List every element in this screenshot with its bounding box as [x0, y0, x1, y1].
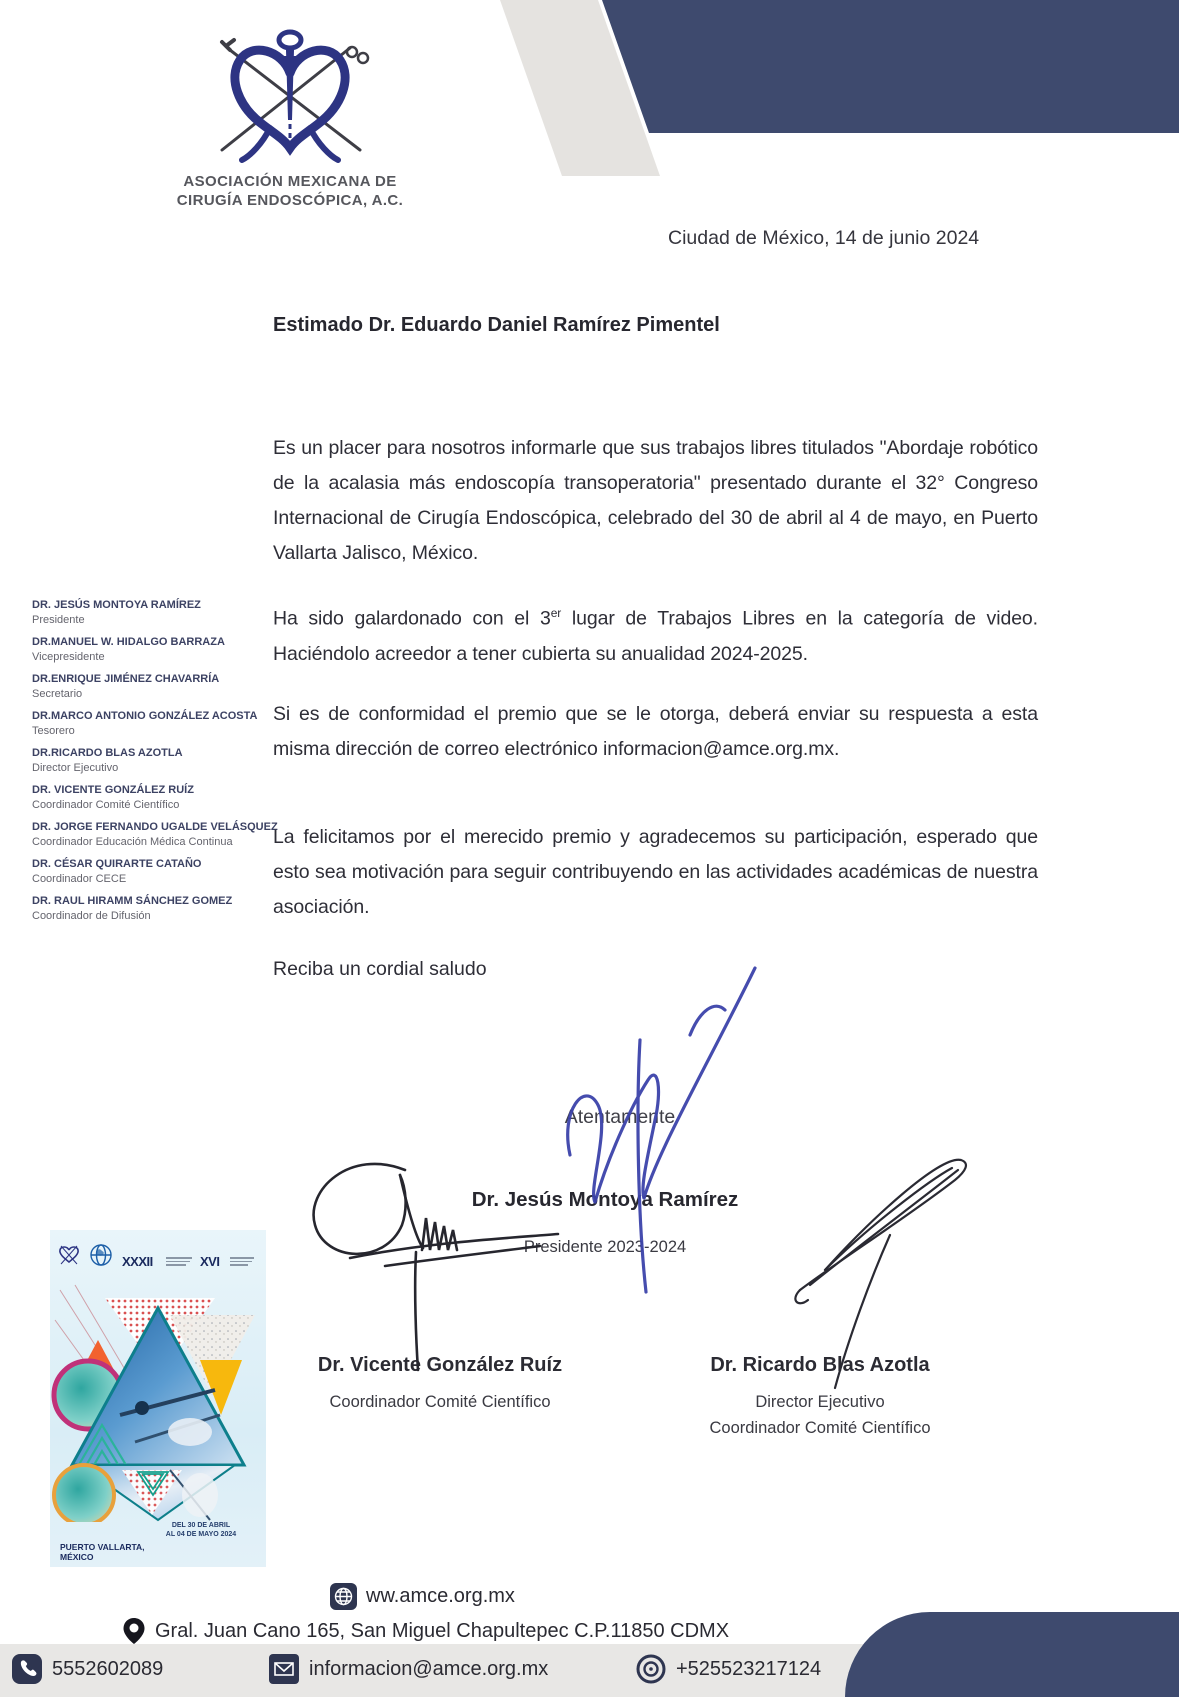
poster-dates-line2: AL 04 DE MAYO 2024 [165, 1531, 237, 1538]
signer-right-name: Dr. Ricardo Blas Azotla [710, 1354, 930, 1376]
board-member: DR.RICARDO BLAS AZOTLA Director Ejecutivo [32, 747, 183, 774]
signer-right-role2: Coordinador Comité Científico [709, 1419, 931, 1437]
congress-poster [50, 1230, 266, 1567]
signature-ink-black-right [780, 1140, 990, 1400]
address-row [122, 1617, 729, 1645]
paragraph-1: Es un placer para nosotros informarle que sus trabajos libres titulados "Abordaje robótico de la acalasia más endoscopía transoperatoria" presentado durante el 32° Congreso Internacional de Cirugía Endoscópica, celebrado del 30 de abril al 4 de mayo, en Puerto Vallarta Jalisco, México. [273, 437, 1038, 564]
poster-location-line2: MÉXICO [60, 1552, 94, 1562]
amce-emblem-icon [200, 28, 380, 168]
president-name: Dr. Jesús Montoya Ramírez [471, 1188, 739, 1211]
poster-congress-1-subtext [166, 1257, 192, 1268]
board-member: DR. RAUL HIRAMM SÁNCHEZ GOMEZ Coordinador de Difusión [32, 895, 233, 922]
whatsapp-icon [636, 1654, 666, 1684]
poster-congress-2: XVI [200, 1254, 220, 1269]
whatsapp-text[interactable]: +525523217124 [676, 1657, 822, 1680]
poster-location [60, 1542, 145, 1562]
salutation: Estimado Dr. Eduardo Daniel Ramírez Pimentel [273, 314, 720, 336]
paragraph-2-pre: Ha sido galardonado con el 3 [273, 607, 551, 630]
address-text: Gral. Juan Cano 165, San Miguel Chapultepec C.P.11850 CDMX [155, 1619, 730, 1642]
signer-left-name: Dr. Vicente González Ruíz [317, 1354, 563, 1376]
poster-artwork [50, 1280, 266, 1522]
board-list [32, 598, 282, 931]
poster-congress-2-subtext [230, 1257, 254, 1268]
signer-left-role: Coordinador Comité Científico [329, 1393, 551, 1411]
poster-logos-icon [57, 1242, 115, 1270]
attentively-line: Atentamente [564, 1106, 676, 1128]
navy-diagonal-band [588, 0, 1179, 133]
org-name [140, 172, 440, 210]
board-member: DR. JORGE FERNANDO UGALDE VELÁSQUEZ Coordinador Educación Médica Continua [32, 821, 278, 848]
paragraph-2-superscript: er [550, 606, 562, 620]
org-name-line1: ASOCIACIÓN MEXICANA DE [183, 173, 397, 190]
email-contact [269, 1654, 548, 1684]
paragraph-2-post: lugar de Trabajos Libres en la categoría de video. Haciéndolo acreedor a tener cubierta su anualidad 2024-2025. [273, 607, 1038, 665]
signature-ink-black-left [290, 1130, 580, 1380]
board-member: DR. VICENTE GONZÁLEZ RUÍZ Coordinador Comité Científico [32, 784, 194, 811]
whatsapp-contact [636, 1654, 821, 1684]
paragraph-3: Si es de conformidad el premio que se le otorga, deberá enviar su respuesta a esta misma dirección de correo electrónico informacion@amce.org.mx. [273, 703, 1038, 760]
poster-congress-1: XXXII [122, 1254, 153, 1269]
president-role: Presidente 2023-2024 [523, 1238, 687, 1256]
poster-location-line1: PUERTO VALLARTA, [60, 1542, 145, 1552]
right-signature [780, 1140, 990, 1400]
phone-icon [12, 1654, 42, 1684]
poster-dates [142, 1521, 260, 1539]
phone-text[interactable]: 5552602089 [52, 1657, 164, 1680]
date-line: Ciudad de México, 14 de junio 2024 [668, 227, 980, 249]
org-name-line2: CIRUGÍA ENDOSCÓPICA, A.C. [176, 192, 404, 209]
signer-right-role1: Director Ejecutivo [755, 1393, 885, 1411]
poster-dates-line1: DEL 30 DE ABRIL [171, 1522, 231, 1529]
paragraph-4: La felicitamos por el merecido premio y agradecemos su participación, esperado que esto sea motivación para seguir contribuyendo en las actividades académicas de nuestra asociación. [273, 826, 1038, 918]
left-signature [290, 1130, 580, 1380]
amce-logo [200, 28, 380, 168]
email-text[interactable]: informacion@amce.org.mx [309, 1657, 549, 1680]
navy-corner-shape [845, 1612, 1179, 1697]
website-text[interactable]: ww.amce.org.mx [366, 1585, 515, 1607]
phone-contact [12, 1654, 163, 1684]
board-member: DR.MANUEL W. HIDALGO BARRAZA Vicepresidente [32, 636, 225, 663]
closing-line: Reciba un cordial saludo [273, 958, 487, 980]
envelope-icon [269, 1654, 299, 1684]
location-pin-icon [122, 1617, 146, 1645]
board-member: DR. JESÚS MONTOYA RAMÍREZ Presidente [32, 599, 201, 626]
website-row [330, 1583, 515, 1610]
board-member: DR.ENRIQUE JIMÉNEZ CHAVARRÍA Secretario [32, 673, 220, 700]
globe-icon [330, 1583, 357, 1610]
board-member: DR. CÉSAR QUIRARTE CATAÑO Coordinador CECE [32, 858, 202, 885]
board-member: DR.MARCO ANTONIO GONZÁLEZ ACOSTA Tesorero [32, 710, 258, 737]
paragraph-2 [273, 596, 1038, 672]
